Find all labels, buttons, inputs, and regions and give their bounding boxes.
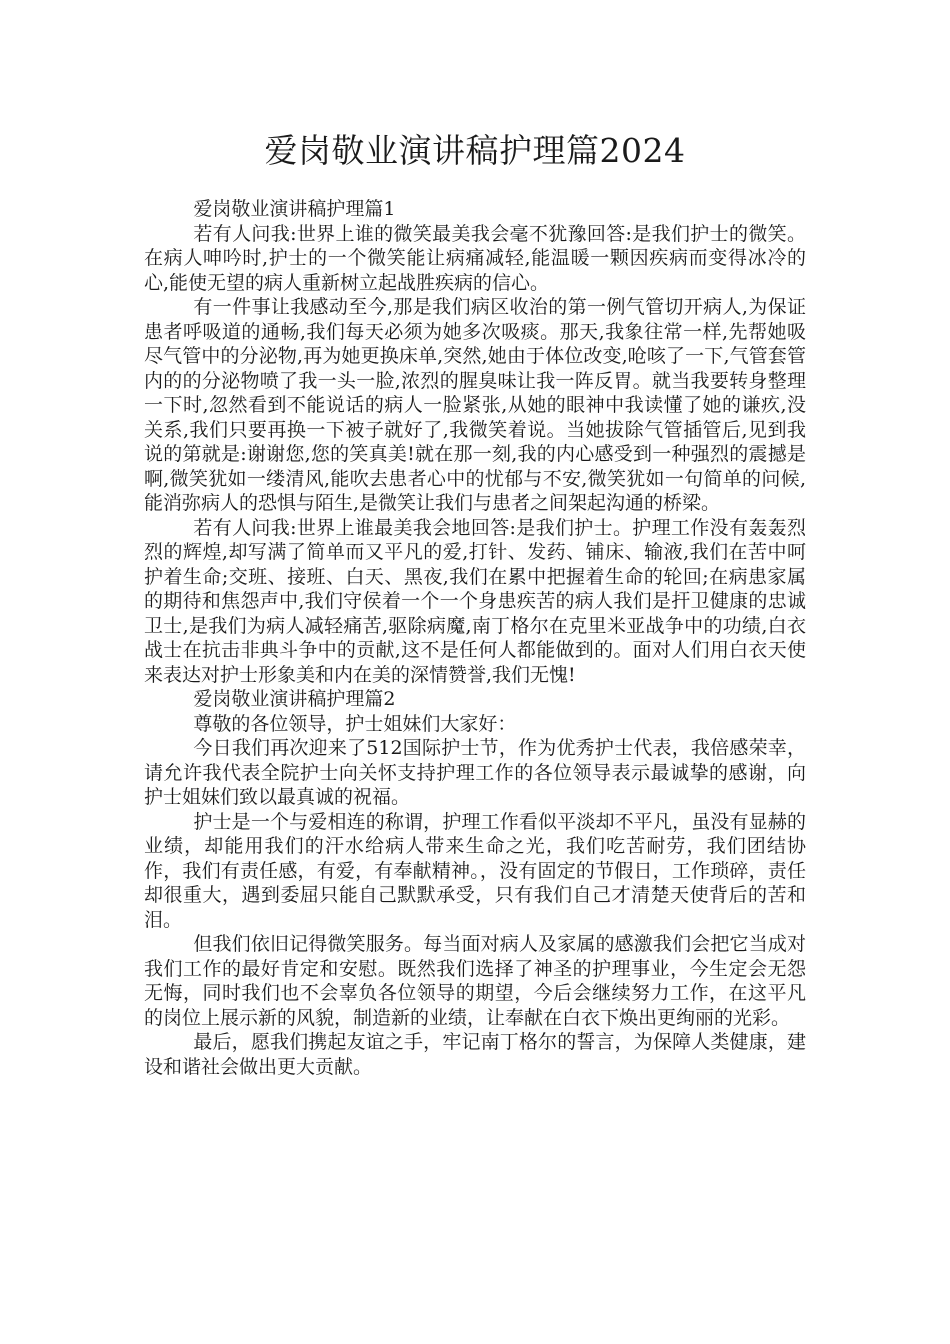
- section-heading-2: 爱岗敬业演讲稿护理篇2: [193, 688, 396, 710]
- body-paragraph: 若有人问我:世界上谁的微笑最美我会毫不犹豫回答:是我们护士的微笑。在病人呻吟时,护士的一个微笑能让病痛减轻,能温暖一颗因疾病而变得冰冷的心,能使无望的病人重新树立起战胜疾病的信心。: [144, 222, 806, 294]
- body-paragraph: 有一件事让我感动至今,那是我们病区收治的第一例气管切开病人,为保证患者呼吸道的通畅,我们每天必须为她多次吸痰。那天,我象往常一样,先帮她吸尽气管中的分泌物,再为她更换床单,突然,她由于体位改变,呛咳了一下,气管套管内的的分泌物喷了我一头一脸,浓烈的腥臭味让我一阵反胃。就当我要转身整理一下时,忽然看到不能说话的病人一脸紧张,从她的眼神中我读懂了她的谦疚,没关系,我们只要再换一下被子就好了,我微笑着说。当她拔除气管插管后,见到我说的第就是:谢谢您,您的笑真美!就在那一刻,我的内心感受到一种强烈的震撼是啊,微笑犹如一缕清风,能吹去患者心中的忧郁与不安,微笑犹如一句简单的问候,能消弥病人的恐惧与陌生,是微笑让我们与患者之间架起沟通的桥梁。: [144, 296, 806, 514]
- body-paragraph: 今日我们再次迎来了512国际护士节，作为优秀护士代表，我倍感荣幸，请允许我代表全院护士向关怀支持护理工作的各位领导表示最诚挚的感谢，向护士姐妹们致以最真诚的祝福。: [144, 737, 806, 808]
- body-paragraph: 护士是一个与爱相连的称谓，护理工作看似平淡却不平凡，虽没有显赫的业绩，却能用我们的汗水给病人带来生命之光，我们吃苦耐劳，我们团结协作，我们有责任感，有爱，有奉献精神。，没有固定的节假日，工作琐碎，责任却很重大，遇到委屈只能自己默默承受，只有我们自己才清楚天使背后的苦和泪。: [144, 810, 806, 931]
- document-body: [144, 197, 806, 1079]
- salutation: 尊敬的各位领导，护士姐妹们大家好：: [193, 712, 517, 735]
- section-heading-1: 爱岗敬业演讲稿护理篇1: [193, 198, 396, 220]
- body-paragraph: 若有人问我:世界上谁最美我会地回答:是我们护士。护理工作没有轰轰烈烈的辉煌,却写满了简单而又平凡的爱,打针、发药、铺床、输液,我们在苦中呵护着生命;交班、接班、白天、黑夜,我们在累中把握着生命的轮回;在病患家属的期待和焦怨声中,我们守侯着一个一个身患疾苦的病人我们是扞卫健康的忠诚卫士,是我们为病人减轻痛苦,驱除病魔,南丁格尔在克里米亚战争中的功绩,白衣战士在抗击非典斗争中的贡献,这不是任何人都能做到的。面对人们用白衣天使来表达对护士形象美和内在美的深情赞誉,我们无愧!: [144, 516, 806, 686]
- body-paragraph: 但我们依旧记得微笑服务。每当面对病人及家属的感激我们会把它当成对我们工作的最好肯定和安慰。既然我们选择了神圣的护理事业，今生定会无怨无悔，同时我们也不会辜负各位领导的期望，今后会继续努力工作，在这平凡的岗位上展示新的风貌，制造新的业绩，让奉献在白衣下焕出更绚丽的光彩。: [144, 933, 806, 1029]
- closing-paragraph: 最后，愿我们携起友谊之手，牢记南丁格尔的誓言，为保障人类健康，建设和谐社会做出更大贡献。: [144, 1031, 806, 1078]
- document-title: 爱岗敬业演讲稿护理篇2024: [264, 131, 686, 170]
